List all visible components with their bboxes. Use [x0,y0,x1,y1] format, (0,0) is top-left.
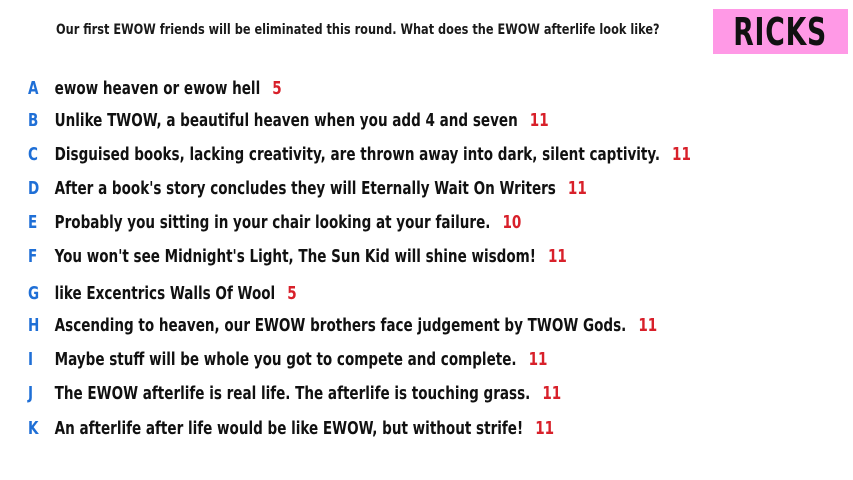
response-row-e [28,210,602,236]
response-row-k [28,416,640,442]
response-letter: H [28,316,40,336]
response-letter: K [28,419,39,439]
response-row-a [28,76,323,102]
title-badge [713,9,848,54]
response-letter: F [28,247,38,267]
response-votes: 11 [638,316,658,336]
response-votes: 5 [272,79,282,99]
response-text: Disguised books, lacking creativity, are thrown away into dark, silent captivity. [54,145,660,165]
response-letter: J [28,384,34,404]
response-text: After a book's story concludes they will Eternally Wait On Writers [54,179,556,199]
response-letter: A [28,79,39,99]
response-text: Maybe stuff will be whole you got to compete and complete. [54,350,517,370]
response-votes: 11 [672,145,691,165]
response-text: Probably you sitting in your chair looking at your failure. [54,213,491,233]
response-text: An afterlife after life would be like EWOW, but without strife! [54,419,524,439]
response-text: The EWOW afterlife is real life. The afterlife is touching grass. [54,384,531,404]
response-votes: 11 [547,247,567,267]
response-letter: G [28,284,40,304]
response-letter: D [28,179,40,199]
response-letter: E [28,213,38,233]
response-row-f [28,244,655,270]
response-votes: 11 [542,384,562,404]
prompt-text: Our first EWOW friends will be eliminated this round. What does the EWOW afterlife look like? [56,22,660,38]
response-text: like Excentrics Walls Of Wool [54,284,276,304]
response-letter: B [28,111,39,131]
response-votes: 5 [287,284,297,304]
response-votes: 11 [528,350,548,370]
response-text: Unlike TWOW, a beautiful heaven when you add 4 and seven [54,111,518,131]
response-row-d [28,176,678,202]
response-votes: 11 [567,179,587,199]
response-letter: I [28,350,34,370]
response-row-i [28,347,632,373]
response-row-h [28,313,760,339]
response-votes: 11 [535,419,555,439]
response-row-j [28,381,648,407]
response-row-g [28,281,340,307]
response-votes: 10 [502,213,522,233]
response-row-b [28,108,633,134]
response-text: ewow heaven or ewow hell [54,79,261,99]
response-letter: C [28,145,38,165]
response-votes: 11 [529,111,549,131]
title-badge-label: RICKS [733,9,828,54]
response-text: Ascending to heaven, our EWOW brothers face judgement by TWOW Gods. [54,316,627,336]
response-row-c [28,142,799,168]
response-text: You won't see Midnight's Light, The Sun Kid will shine wisdom! [54,247,536,267]
